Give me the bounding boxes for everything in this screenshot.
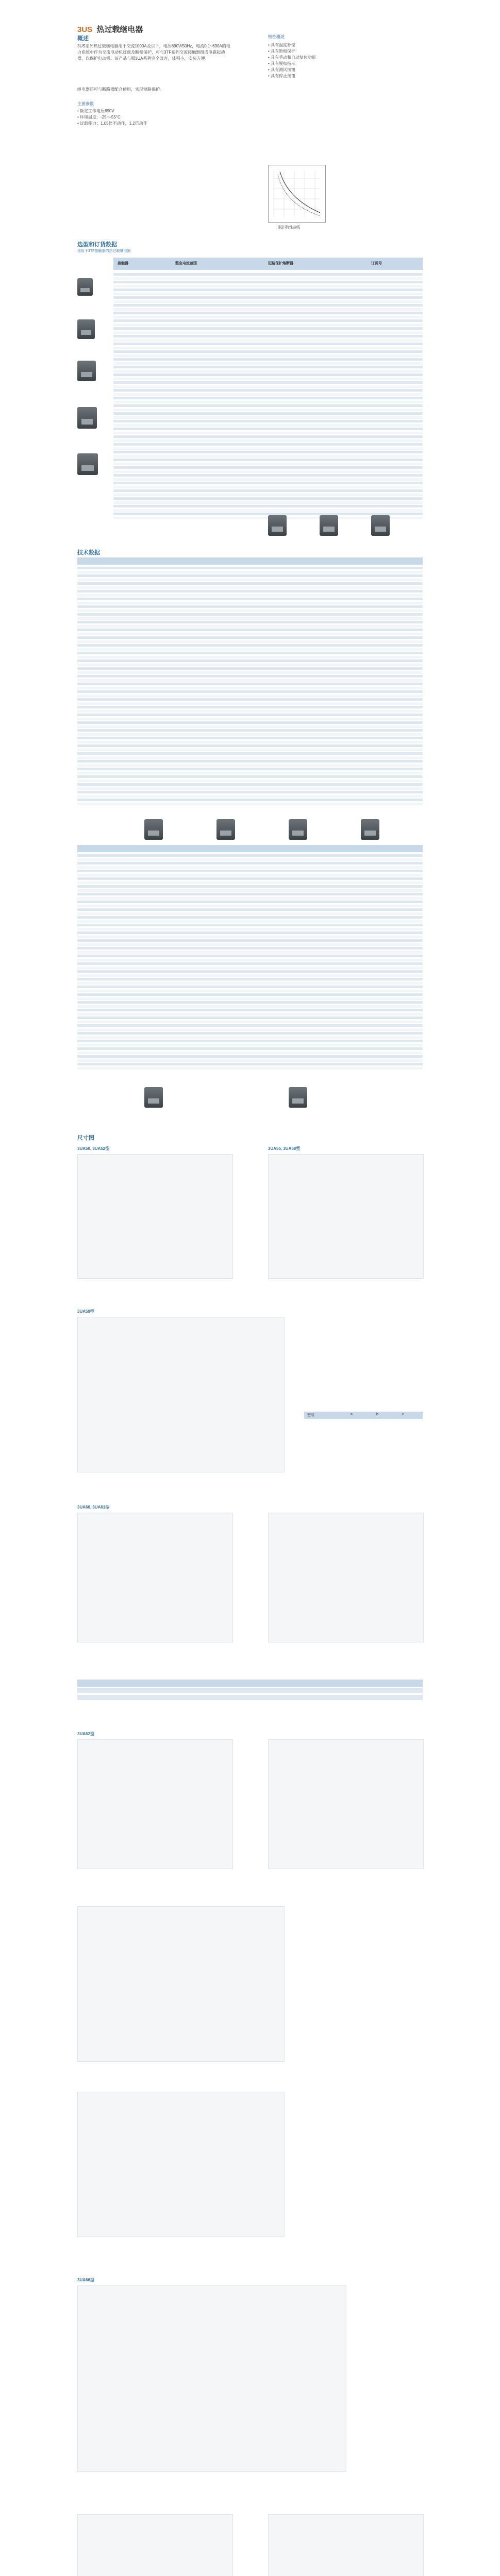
table-row	[77, 725, 423, 728]
product-image	[289, 1087, 307, 1108]
list-item: • 具有断相保护	[268, 48, 423, 55]
table-row	[77, 1067, 423, 1070]
table-row	[113, 285, 423, 287]
table-row	[77, 1016, 423, 1019]
table-row	[77, 858, 423, 861]
dimension-drawing	[268, 1739, 424, 1869]
table-row	[77, 799, 423, 801]
table-row	[77, 885, 423, 888]
list-item: • 具有测试按钮	[268, 67, 423, 73]
table-row	[113, 397, 423, 399]
table-row	[113, 412, 423, 415]
table-row	[113, 393, 423, 396]
table-row	[77, 924, 423, 926]
table-row	[77, 1009, 423, 1011]
dim-table2-header	[77, 1680, 423, 1687]
table-row	[77, 718, 423, 720]
table-row	[77, 982, 423, 985]
table-row	[77, 1028, 423, 1031]
table-row	[77, 675, 423, 677]
table-row	[113, 435, 423, 438]
table-row	[77, 1044, 423, 1046]
table-row	[113, 339, 423, 342]
table-row	[113, 381, 423, 384]
dim-col: a	[351, 1413, 353, 1416]
table-row	[77, 990, 423, 992]
product-image	[216, 819, 235, 840]
table-row	[77, 664, 423, 666]
table-row	[113, 494, 423, 496]
table-row	[77, 1032, 423, 1035]
dimension-drawing	[77, 2285, 346, 2472]
table-row	[77, 1063, 423, 1065]
table-row	[113, 331, 423, 334]
table-row	[113, 277, 423, 280]
dimension-drawing	[268, 2514, 424, 2576]
table-row	[77, 787, 423, 790]
product-image	[289, 819, 307, 840]
table-row	[77, 690, 423, 693]
table-row	[77, 877, 423, 880]
table-row	[77, 721, 423, 724]
product-image	[268, 515, 287, 536]
table-row	[77, 1036, 423, 1039]
list-item: • 过载能力：1.05倍不动作，1.2倍动作	[77, 121, 232, 127]
table-row	[77, 729, 423, 732]
product-image	[320, 515, 338, 536]
dim-table2-row	[77, 1695, 423, 1700]
list-item: • 具有停止按钮	[268, 73, 423, 79]
drawing-title: 3UA60, 3UA61型	[77, 1505, 110, 1510]
table-row	[77, 803, 423, 805]
dimension-drawing	[77, 1739, 233, 1869]
table-row	[77, 920, 423, 923]
dimension-drawing	[77, 1513, 233, 1642]
table-row	[77, 737, 423, 739]
drawing-title: 3UA66型	[77, 2278, 94, 2282]
table-row	[113, 501, 423, 504]
list-item: • 具有手动和自动复位功能	[268, 55, 423, 61]
tech-table-header	[77, 557, 423, 565]
table-row	[113, 459, 423, 461]
table-row	[77, 939, 423, 942]
table-row	[77, 854, 423, 857]
table-row	[77, 1059, 423, 1062]
table-row	[113, 447, 423, 450]
table-row	[77, 605, 423, 608]
table-row	[77, 590, 423, 592]
table-row	[77, 702, 423, 705]
table-row	[77, 567, 423, 569]
dim-col: 型号	[307, 1414, 314, 1417]
table-row	[77, 772, 423, 774]
table-row	[77, 683, 423, 685]
table-row	[77, 897, 423, 900]
dim-col: c	[402, 1413, 404, 1416]
table-row	[77, 978, 423, 980]
list-item: • 额定工作电压690V	[77, 108, 232, 114]
table-row	[77, 741, 423, 743]
list-item: • 具有脱扣指示	[268, 61, 423, 67]
trip-curve-svg	[269, 165, 325, 222]
table-row	[113, 366, 423, 368]
table-row	[113, 451, 423, 453]
table-row	[113, 350, 423, 353]
table-row	[113, 389, 423, 392]
dimension-drawing	[268, 1513, 424, 1642]
product-image	[77, 453, 98, 475]
table-row	[77, 795, 423, 798]
table-row	[113, 443, 423, 446]
table-row	[77, 1047, 423, 1050]
ordering-subheading: 适用于3TF接触器的热过载继电器	[77, 249, 131, 253]
col-header-range: 整定电流范围	[175, 262, 197, 265]
product-image	[361, 819, 379, 840]
table-row	[77, 947, 423, 950]
table-row	[77, 905, 423, 907]
table-row	[77, 764, 423, 767]
table-row	[113, 281, 423, 283]
drawing-title: 3UA50, 3UA52型	[77, 1146, 110, 1151]
table-row	[77, 783, 423, 786]
drawing-title: 3UA59型	[77, 1309, 94, 1314]
table-row	[113, 416, 423, 419]
sidebar-list	[268, 42, 423, 79]
table-row	[113, 505, 423, 507]
table-row	[77, 974, 423, 977]
intro-body: 3US系列热过载继电器用于交流1000A及以下，电压690V/50Hz，电流0.1~630A的电力系统中作为交流电动机过载及断相保护，可与3TF系列交流接触器组成电磁起动器，以保护电动机。该产品与原3UA系列完全兼容，体积小，安装方便。	[77, 44, 230, 61]
tech-heading: 技术数据	[77, 550, 100, 556]
table-row	[113, 474, 423, 477]
table-row	[77, 1055, 423, 1058]
table-row	[77, 687, 423, 689]
table-row	[77, 652, 423, 654]
table-row	[77, 1013, 423, 1015]
table-row	[77, 893, 423, 895]
product-image	[77, 407, 97, 429]
table-row	[113, 378, 423, 380]
table-row	[113, 335, 423, 337]
table-row	[113, 296, 423, 299]
table-row	[77, 659, 423, 662]
table-row	[77, 775, 423, 778]
table-row	[77, 633, 423, 635]
table-row	[77, 760, 423, 762]
table-row	[113, 293, 423, 295]
table-row	[77, 698, 423, 701]
table-row	[113, 455, 423, 457]
table-row	[77, 679, 423, 682]
table-row	[113, 289, 423, 291]
table-row	[77, 694, 423, 697]
table-row	[77, 1001, 423, 1004]
table-row	[77, 908, 423, 911]
table-row	[77, 625, 423, 628]
table-row	[77, 586, 423, 589]
sidebar-heading: 特性概述	[268, 35, 285, 39]
col-header-order: 订货号	[371, 262, 382, 265]
table-row	[77, 640, 423, 643]
table-row	[77, 571, 423, 573]
table-row	[77, 791, 423, 793]
table-row	[77, 862, 423, 865]
table-row	[113, 489, 423, 492]
table-row	[77, 1005, 423, 1008]
table-row	[77, 951, 423, 954]
table-row	[113, 362, 423, 365]
table-row	[77, 993, 423, 996]
product-image	[144, 819, 163, 840]
table-row	[113, 343, 423, 345]
table-row	[113, 273, 423, 276]
features-list	[77, 108, 232, 127]
table-row	[77, 609, 423, 612]
table-row	[113, 385, 423, 388]
table-row	[77, 955, 423, 957]
table-row	[77, 598, 423, 600]
table-row	[113, 478, 423, 481]
table-row	[77, 714, 423, 716]
dimension-drawing	[268, 1154, 424, 1279]
dim-col: b	[376, 1413, 378, 1416]
dimension-drawing	[77, 1317, 285, 1472]
table-row	[113, 354, 423, 357]
table-row	[77, 621, 423, 623]
table-row	[77, 866, 423, 869]
table-row	[113, 300, 423, 303]
table-row	[77, 901, 423, 903]
table-row	[113, 482, 423, 484]
ordering-heading: 选型和订货数据	[77, 242, 117, 248]
table-row	[77, 967, 423, 969]
dim-table2-row	[77, 1688, 423, 1693]
table-row	[77, 744, 423, 747]
table-row	[113, 304, 423, 307]
table-row	[113, 497, 423, 500]
table-row	[113, 312, 423, 314]
table-row	[77, 629, 423, 631]
table-row	[113, 428, 423, 430]
table-row	[77, 1052, 423, 1054]
table-row	[113, 370, 423, 372]
col-header-contactor: 接触器	[118, 262, 128, 265]
table-row	[77, 997, 423, 1000]
table-row	[77, 970, 423, 973]
dimensions-heading: 尺寸图	[77, 1135, 94, 1141]
product-image	[144, 1087, 163, 1108]
features-heading: 主要参数	[77, 101, 94, 106]
table-row	[113, 466, 423, 469]
table-row	[77, 870, 423, 872]
table-row	[77, 768, 423, 770]
table-row	[77, 959, 423, 961]
overview-heading: 概述	[77, 36, 89, 42]
dimension-drawing	[77, 1154, 233, 1279]
table-row	[77, 889, 423, 892]
dimension-drawing	[77, 2514, 233, 2576]
table-row	[77, 943, 423, 946]
table-row	[77, 882, 423, 884]
list-item: • 具有温度补偿	[268, 42, 423, 48]
table-row	[77, 931, 423, 934]
table-row	[77, 613, 423, 616]
table-row	[77, 1021, 423, 1023]
table-row	[77, 671, 423, 674]
col-header-fuse: 短路保护熔断器	[268, 262, 293, 265]
intro-standards: 继电器还可与断路器配合使用，实现短路保护。	[77, 87, 164, 92]
table-row	[113, 404, 423, 407]
table-row	[77, 986, 423, 988]
table-row	[77, 928, 423, 930]
series-number: 3US	[77, 25, 93, 34]
trip-curve-cold	[280, 172, 320, 213]
table-row	[77, 579, 423, 581]
dimension-drawing	[77, 2092, 285, 2237]
list-item: • 环境温度：-25~+55°C	[77, 114, 232, 121]
table-row	[113, 424, 423, 427]
drawing-title: 3UA55, 3UA58型	[268, 1146, 301, 1151]
table-row	[77, 636, 423, 639]
dim-table-header	[304, 1412, 423, 1419]
table-row	[77, 667, 423, 670]
table-row	[77, 710, 423, 713]
product-image	[77, 361, 96, 381]
table-row	[113, 324, 423, 326]
table-row	[77, 962, 423, 965]
table-row	[77, 1040, 423, 1042]
table-row	[113, 463, 423, 465]
table-row	[77, 916, 423, 919]
table-row	[77, 594, 423, 597]
table-row	[113, 509, 423, 512]
product-image	[77, 278, 93, 296]
table-row	[77, 756, 423, 759]
table-row	[113, 316, 423, 318]
table-row	[113, 374, 423, 376]
table-row	[113, 439, 423, 442]
table-row	[113, 401, 423, 403]
table-row	[77, 733, 423, 736]
product-image	[77, 319, 95, 339]
trip-curve-chart	[268, 165, 326, 223]
table-row	[113, 470, 423, 473]
page-title	[77, 24, 143, 35]
table-row	[77, 656, 423, 658]
table-row	[113, 319, 423, 322]
table-row	[77, 582, 423, 585]
table-row	[77, 706, 423, 708]
series-title: 热过载继电器	[96, 25, 143, 34]
table-row	[77, 602, 423, 604]
chart-caption: 脱扣特性曲线	[278, 226, 300, 229]
table-row	[77, 874, 423, 876]
table-row	[77, 648, 423, 651]
table-row	[113, 420, 423, 422]
product-image	[371, 515, 390, 536]
table-row	[77, 574, 423, 577]
table-row	[77, 1024, 423, 1027]
table-row	[77, 912, 423, 915]
table-row	[113, 358, 423, 361]
dimension-drawing	[77, 1906, 285, 2062]
table-row	[113, 347, 423, 349]
table-row	[77, 936, 423, 938]
table-row	[77, 779, 423, 782]
table-row	[113, 486, 423, 488]
table-row	[77, 644, 423, 647]
tech-table2-header	[77, 845, 423, 852]
table-row	[77, 749, 423, 751]
table-row	[113, 308, 423, 311]
drawing-title: 3UA62型	[77, 1732, 94, 1736]
table-row	[77, 617, 423, 620]
table-row	[77, 752, 423, 755]
table-row	[113, 327, 423, 330]
table-row	[113, 432, 423, 434]
table-row	[113, 409, 423, 411]
